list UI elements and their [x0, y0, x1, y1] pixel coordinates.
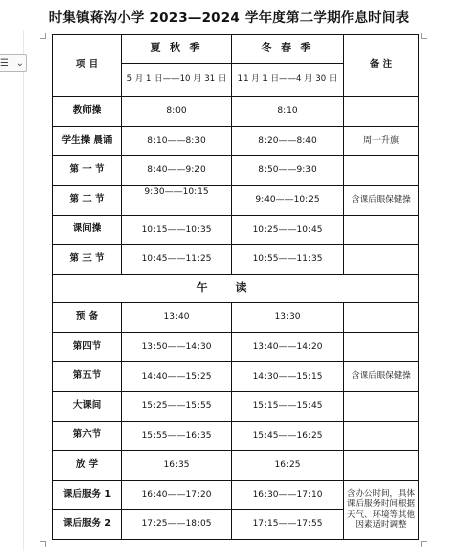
- navigation-pane-toggle[interactable]: [0, 54, 27, 72]
- noon-reading-row: 午读: [53, 274, 419, 303]
- winter-time: 16:30——17:10: [232, 480, 344, 510]
- schedule-table: [52, 34, 419, 540]
- table-row: [53, 156, 419, 186]
- table-row: [53, 97, 419, 127]
- row-label: 课后服务 1: [53, 480, 122, 510]
- row-label: 第 二 节: [53, 185, 122, 215]
- table-row: [53, 451, 419, 481]
- row-label: 放 学: [53, 451, 122, 481]
- winter-time: 8:20——8:40: [232, 126, 344, 156]
- row-label: 第 一 节: [53, 156, 122, 186]
- row-label: 课后服务 2: [53, 510, 122, 540]
- summer-time: 9:30——10:15: [122, 185, 232, 215]
- winter-time: 16:25: [232, 451, 344, 481]
- row-label: 第 三 节: [53, 245, 122, 275]
- summer-time: 17:25——18:05: [122, 510, 232, 540]
- row-label: 大课间: [53, 391, 122, 421]
- table-row: [53, 332, 419, 362]
- remark-cell: [344, 421, 419, 451]
- table-row: [53, 126, 419, 156]
- table-row: [53, 480, 419, 510]
- page-corner-mark: [40, 541, 46, 547]
- summer-time: 15:55——16:35: [122, 421, 232, 451]
- page-title: 时集镇蒋沟小学 2023—2024 学年度第二学期作息时间表: [48, 10, 410, 26]
- remark-cell: [344, 245, 419, 275]
- winter-time: 10:55——11:35: [232, 245, 344, 275]
- remark-cell: 周一升旗: [344, 126, 419, 156]
- summer-time: 16:35: [122, 451, 232, 481]
- summer-time: 13:40: [122, 303, 232, 333]
- table-row: [53, 245, 419, 275]
- page-corner-mark: [421, 541, 427, 547]
- remark-cell: 含课后眼保健操: [344, 362, 419, 392]
- page-margin-line: [23, 30, 24, 551]
- table-row: [53, 303, 419, 333]
- table-row: [53, 421, 419, 451]
- row-label: 第六节: [53, 421, 122, 451]
- winter-time: 17:15——17:55: [232, 510, 344, 540]
- remark-cell: [344, 97, 419, 127]
- winter-time: 9:40——10:25: [232, 185, 344, 215]
- row-label: 第五节: [53, 362, 122, 392]
- table-row: [53, 362, 419, 392]
- header-item: 项 目: [53, 35, 122, 97]
- winter-time: 8:10: [232, 97, 344, 127]
- header-summer-range: 5 月 1 日——10 月 31 日: [122, 63, 232, 97]
- winter-time: 13:30: [232, 303, 344, 333]
- row-label: 教师操: [53, 97, 122, 127]
- row-label: 第四节: [53, 332, 122, 362]
- winter-time: 15:45——16:25: [232, 421, 344, 451]
- page-corner-mark: [421, 33, 427, 39]
- remark-cell: [344, 215, 419, 245]
- chevron-down-icon: ⌄: [15, 57, 24, 69]
- summer-time: 8:40——9:20: [122, 156, 232, 186]
- summer-time: 10:45——11:25: [122, 245, 232, 275]
- header-winter-range: 11 月 1 日——4 月 30 日: [232, 63, 344, 97]
- winter-time: 15:15——15:45: [232, 391, 344, 421]
- remark-cell: [344, 332, 419, 362]
- row-label: 学生操 晨诵: [53, 126, 122, 156]
- summer-time: 15:25——15:55: [122, 391, 232, 421]
- summer-time: 13:50——14:30: [122, 332, 232, 362]
- table-row: [53, 215, 419, 245]
- winter-time: 13:40——14:20: [232, 332, 344, 362]
- service-note: 含办公时间，具体课后服务时间根据天气、环境等其他因素适时调整: [344, 480, 419, 539]
- remark-cell: 含课后眼保健操: [344, 185, 419, 215]
- remark-cell: [344, 451, 419, 481]
- table-row: [53, 391, 419, 421]
- summer-time: 8:00: [122, 97, 232, 127]
- table-row: [53, 274, 419, 303]
- remark-cell: [344, 391, 419, 421]
- list-icon: ☰: [0, 57, 9, 69]
- row-label: 预 备: [53, 303, 122, 333]
- summer-time: 8:10——8:30: [122, 126, 232, 156]
- header-remark: 备 注: [344, 35, 419, 97]
- summer-time: 16:40——17:20: [122, 480, 232, 510]
- table-row: [53, 185, 419, 215]
- remark-cell: [344, 156, 419, 186]
- page-corner-mark: [40, 33, 46, 39]
- remark-cell: [344, 303, 419, 333]
- winter-time: 14:30——15:15: [232, 362, 344, 392]
- header-summer: 夏 秋 季: [122, 35, 232, 64]
- row-label: 课间操: [53, 215, 122, 245]
- winter-time: 10:25——10:45: [232, 215, 344, 245]
- summer-time: 10:15——10:35: [122, 215, 232, 245]
- header-winter: 冬 春 季: [232, 35, 344, 64]
- winter-time: 8:50——9:30: [232, 156, 344, 186]
- summer-time: 14:40——15:25: [122, 362, 232, 392]
